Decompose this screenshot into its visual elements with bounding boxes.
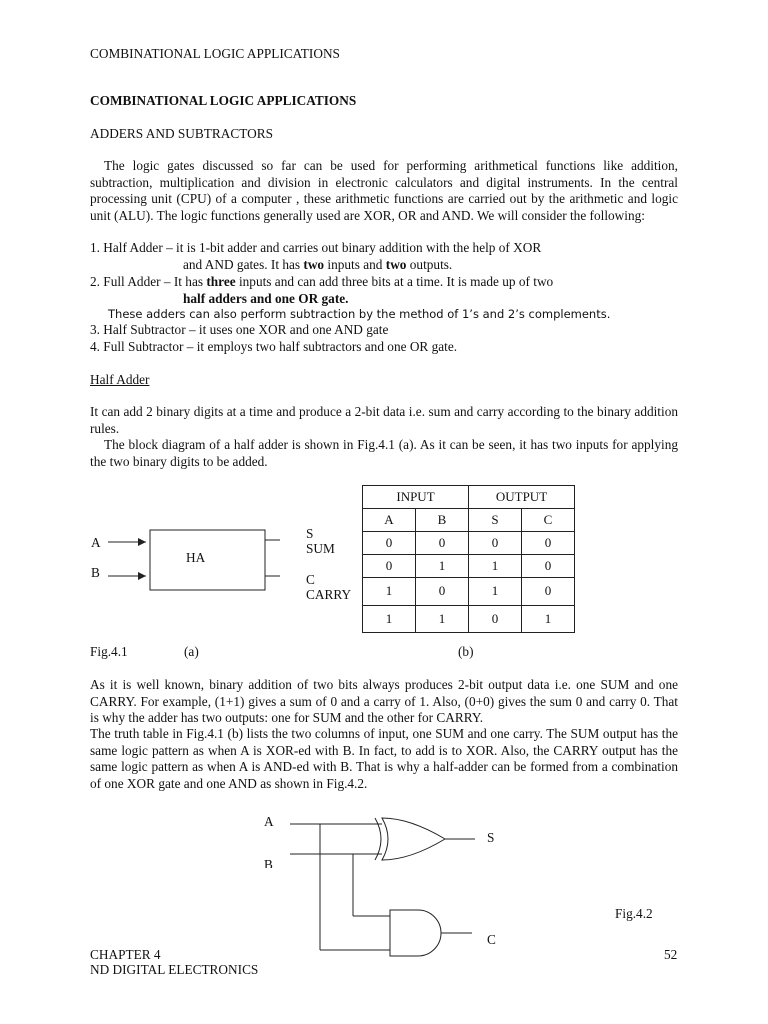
list-item-1-cont: and AND gates. It has two inputs and two outputs.	[183, 257, 453, 272]
and-gate	[390, 910, 441, 956]
footer-course: ND DIGITAL ELECTRONICS	[90, 962, 259, 977]
list-item-3: 3. Half Subtractor – it uses one XOR and one AND gate	[90, 322, 389, 337]
cell: 1	[416, 555, 469, 578]
table-row	[363, 555, 575, 578]
fig-4-2-label: Fig.4.2	[615, 906, 653, 921]
block-label-ha: HA	[186, 550, 206, 565]
col-c: C	[522, 509, 575, 532]
block-output-s: S	[306, 526, 314, 541]
section-title: COMBINATIONAL LOGIC APPLICATIONS	[90, 93, 357, 108]
subtraction-note: These adders can also perform subtraction by the method of 1’s and 2’s complements.	[108, 307, 611, 321]
cell: 0	[416, 578, 469, 606]
list-item-4: 4. Full Subtractor – it employs two half subtractors and one OR gate.	[90, 339, 458, 354]
table-row	[363, 606, 575, 633]
half-adder-paragraph-1: It can add 2 binary digits at a time and produce a 2-bit data i.e. sum and carry according to the binary addition rules.	[90, 404, 678, 436]
block-input-b: B	[91, 565, 100, 580]
header-input: INPUT	[363, 486, 469, 509]
cell: 0	[416, 532, 469, 555]
footer-chapter: CHAPTER 4	[90, 947, 161, 962]
subsection-title: ADDERS AND SUBTRACTORS	[90, 126, 273, 141]
cell: 1	[469, 555, 522, 578]
fig-4-1-a-caption: (a)	[184, 644, 199, 659]
block-output-c: C	[306, 572, 315, 587]
col-s: S	[469, 509, 522, 532]
cell: 1	[363, 578, 416, 606]
table-row	[363, 578, 575, 606]
half-adder-heading: Half Adder	[90, 372, 150, 387]
cell: 0	[522, 578, 575, 606]
col-a: A	[363, 509, 416, 532]
truth-table	[362, 485, 575, 633]
block-input-a: A	[91, 535, 101, 550]
cell: 0	[522, 532, 575, 555]
page-number: 52	[664, 947, 678, 962]
list-item-1: 1. Half Adder – it is 1-bit adder and carries out binary addition with the help of XOR	[90, 240, 542, 255]
cell: 1	[416, 606, 469, 633]
xor-gate	[382, 818, 445, 860]
list-item-2-cont: half adders and one OR gate.	[183, 291, 349, 306]
gate-output-c: C	[487, 932, 496, 947]
cell: 1	[522, 606, 575, 633]
block-output-carry: CARRY	[306, 587, 352, 602]
cell: 0	[522, 555, 575, 578]
binary-addition-paragraph: As it is well known, binary addition of two bits always produces 2-bit output data i.e. one SUM and one CARRY. For example, (1+1) gives a sum of 0 and a carry of 1. Also, (0+0) gives the sum 0 and carry 0. That is why the adder has two outputs: one for SUM and the other for CARRY.	[90, 677, 678, 725]
gate-input-b: B	[264, 857, 273, 868]
cell: 0	[363, 555, 416, 578]
truth-table-paragraph: The truth table in Fig.4.1 (b) lists the two columns of input, one SUM and one carry. The SUM output has the same logic pattern as when A is XOR-ed with B. In fact, to add is to XOR. Also, the CARRY output has the same logic pattern as when A is AND-ed with B. That is why a half-adder can be formed from a combination of one XOR gate and one AND as shown in Fig.4.2.	[90, 726, 678, 791]
intro-paragraph: The logic gates discussed so far can be used for performing arithmetical functions like addition, subtraction, multiplication and division in electronic calculators and digital instruments. In the central processing unit (CPU) of a computer , these arithmetic functions are carried out by the arithmetic and logic unit (ALU). The logic functions generally used are XOR, OR and AND. We will consider the following:	[90, 158, 678, 223]
header-output: OUTPUT	[469, 486, 575, 509]
gate-output-s: S	[487, 830, 495, 845]
fig-4-1-b-caption: (b)	[458, 644, 474, 659]
table-row	[363, 532, 575, 555]
cell: 1	[363, 606, 416, 633]
fig-4-1-label: Fig.4.1	[90, 644, 128, 659]
truth-table-column-row	[363, 509, 575, 532]
block-output-sum: SUM	[306, 541, 335, 556]
cell: 0	[469, 532, 522, 555]
half-adder-gate-diagram	[250, 808, 510, 958]
ha-block	[150, 530, 265, 590]
cell: 1	[469, 578, 522, 606]
list-item-2: 2. Full Adder – It has three inputs and can add three bits at a time. It is made up of two	[90, 274, 554, 289]
cell: 0	[469, 606, 522, 633]
half-adder-paragraph-2: The block diagram of a half adder is shown in Fig.4.1 (a). As it can be seen, it has two inputs for applying the two binary digits to be added.	[90, 437, 678, 469]
cell: 0	[363, 532, 416, 555]
col-b: B	[416, 509, 469, 532]
gate-input-a: A	[264, 814, 274, 829]
truth-table-group-row	[363, 486, 575, 509]
running-header: COMBINATIONAL LOGIC APPLICATIONS	[90, 46, 340, 61]
